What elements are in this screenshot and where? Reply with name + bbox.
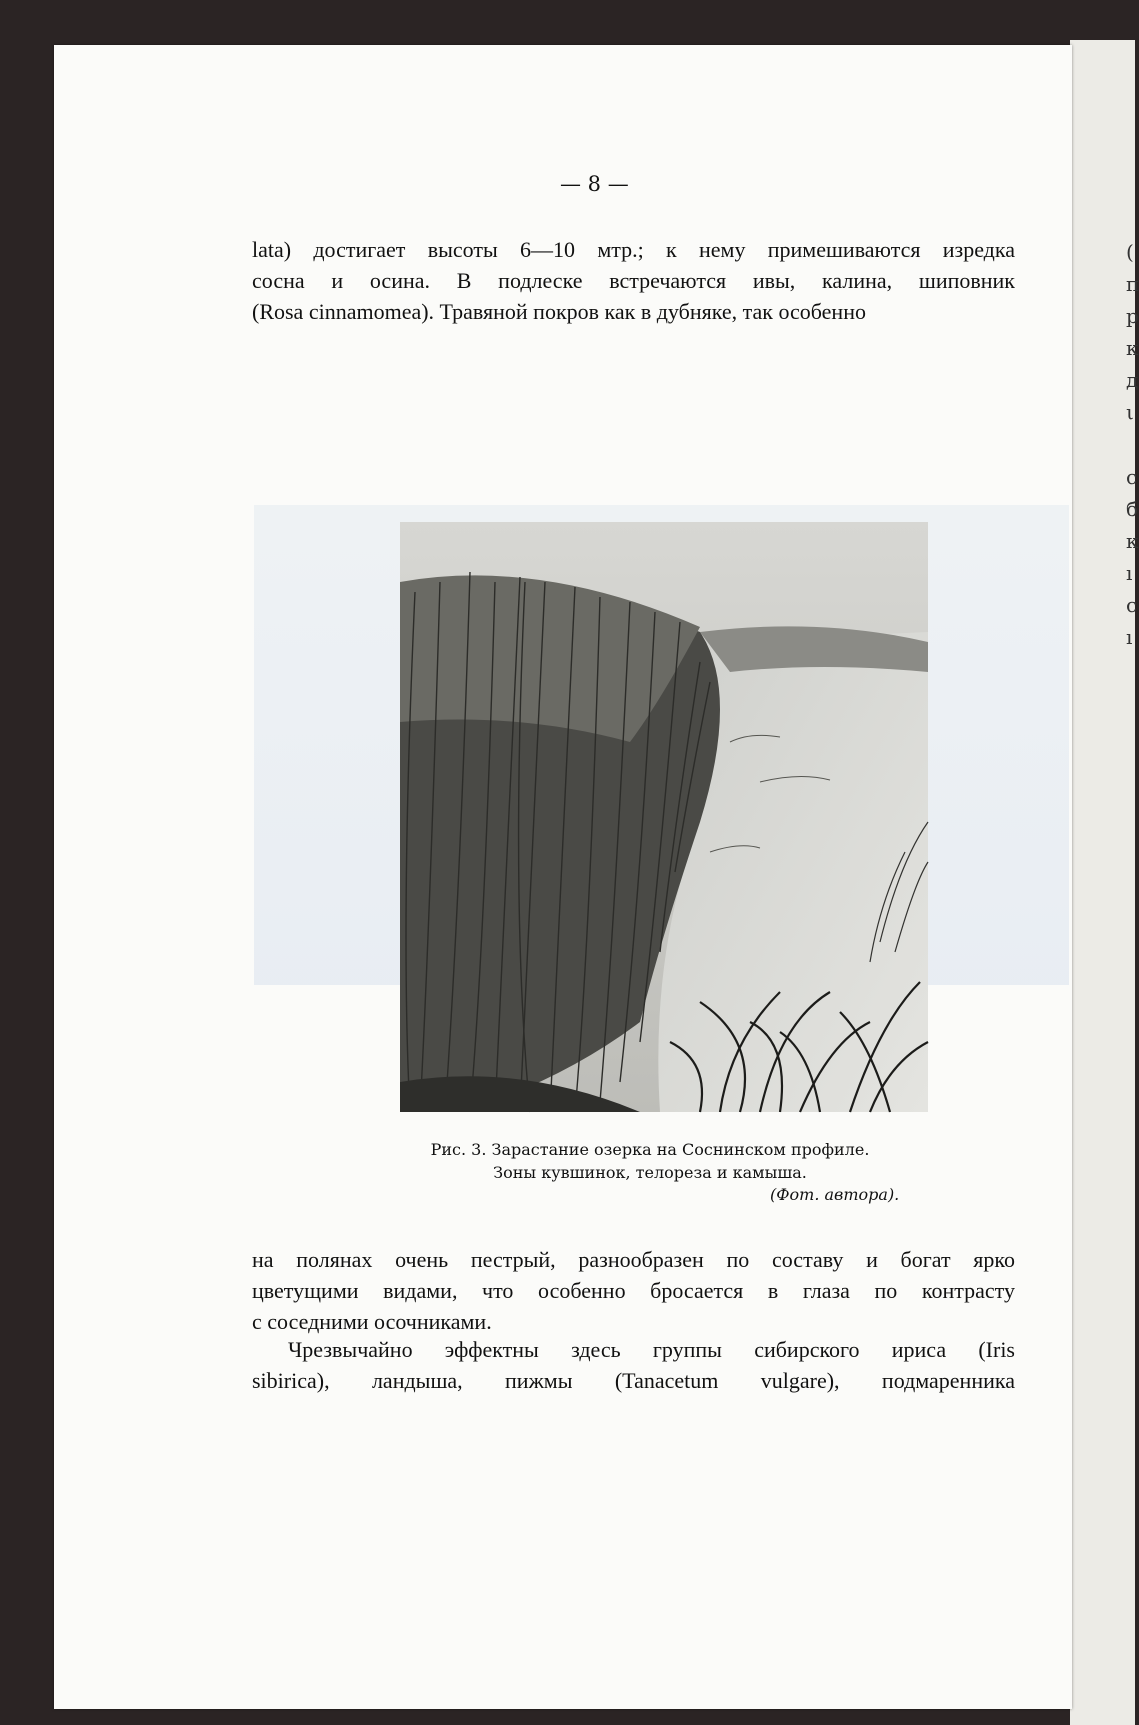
adjacent-page <box>1070 40 1139 1725</box>
text-line: на полянах очень пестрый, разнообразен по составу и богат ярко <box>252 1247 1015 1272</box>
paragraph-mid <box>252 1244 1015 1337</box>
adjacent-glyph: с <box>1126 465 1138 489</box>
text-line: цветущими видами, что особенно бросается в глаза по контрасту <box>252 1278 1015 1303</box>
adjacent-glyph: ( <box>1126 240 1134 264</box>
adjacent-glyph: ι <box>1126 400 1134 424</box>
page-number: — 8 — <box>560 172 629 196</box>
adjacent-glyph: д <box>1126 368 1139 392</box>
figure-credit: (Фот. автора). <box>770 1185 900 1204</box>
adjacent-glyph: ı <box>1126 561 1133 585</box>
figure-caption-line1: Рис. 3. Зарастание озерка на Соснинском профиле. <box>430 1140 870 1159</box>
text-line: сосна и осина. В подлеске встречаются ивы, калина, шиповник <box>252 268 1015 293</box>
text-line: (Rosa cinnamomea). Травяной покров как в дубняке, так особенно <box>252 299 866 324</box>
adjacent-glyph: р <box>1126 304 1139 328</box>
adjacent-glyph: ı <box>1126 625 1133 649</box>
text-line: с соседними осочниками. <box>252 1309 492 1334</box>
paragraph-top <box>252 234 1015 327</box>
figure-caption-line2: Зоны кувшинок, телореза и камыша. <box>493 1163 807 1182</box>
reed-lake-photo <box>400 522 928 1112</box>
figure-photo <box>400 522 928 1112</box>
adjacent-glyph: п <box>1126 272 1139 296</box>
text-line: sibirica), ландыша, пижмы (Tanacetum vulgare), подмаренника <box>252 1368 1015 1393</box>
adjacent-glyph: к <box>1126 529 1139 553</box>
text-line: lata) достигает высоты 6—10 мтр.; к нему примешиваются изредка <box>252 237 1015 262</box>
adjacent-glyph: к <box>1126 336 1139 360</box>
adjacent-glyph: с <box>1126 593 1138 617</box>
text-line: Чрезвычайно эффектны здесь группы сибирского ириса (Iris <box>288 1337 1015 1362</box>
adjacent-glyph: б <box>1126 497 1139 521</box>
paragraph-bottom <box>252 1334 1015 1396</box>
